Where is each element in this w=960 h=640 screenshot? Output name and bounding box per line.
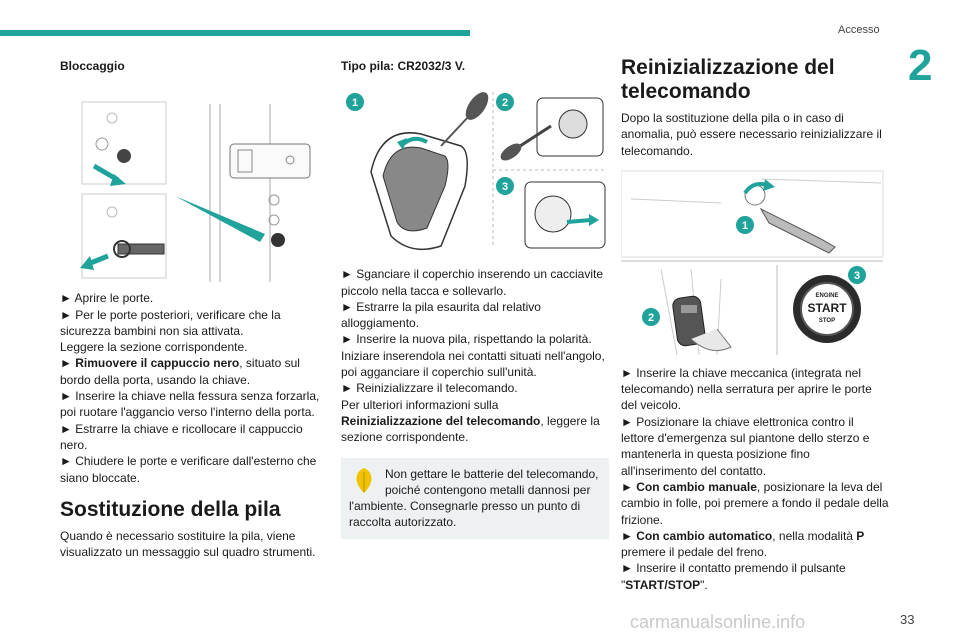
reinit-badge-3 <box>848 266 866 284</box>
battery-steps <box>341 266 609 445</box>
step-start-stop <box>621 560 889 593</box>
step-read-section: Leggere la sezione corrispondente. <box>60 340 248 355</box>
chapter-number: 2 <box>908 41 933 90</box>
step-remove-cap-rest: , situato sul bordo della porta, usando la chiave. <box>60 356 300 387</box>
reinit-illustration <box>621 169 889 357</box>
badge-3 <box>496 177 514 195</box>
reinit-badge-3-label: 3 <box>853 269 861 282</box>
door-lock-drawing <box>60 84 328 284</box>
reinit-badge-2 <box>642 308 660 326</box>
reinit-drawing <box>621 169 889 357</box>
step-close-doors: ► Chiudere le porte e verificare dall'esterno che siano bloccate. <box>60 454 317 485</box>
badge-3-label: 3 <box>501 181 509 194</box>
reinit-intro: Dopo la sostituzione della pila o in caso di anomalia, può essere necessario reinizializzare il telecomando. <box>621 111 882 158</box>
more-info-ref-rest: , leggere la sezione corrispondente. <box>341 413 600 445</box>
more-info-ref-bold: Reinizializzazione del telecomando <box>341 413 541 428</box>
section-header: Accesso <box>838 24 880 36</box>
step-remove-cap-bold: ► Rimuovere il cappuccio nero <box>60 356 240 371</box>
step-auto-bold: ► Con cambio automatico <box>621 528 773 543</box>
badge-2-label: 2 <box>501 97 509 110</box>
column-middle <box>341 56 609 539</box>
step-child-lock: ► Per le porte posteriori, verificare che la sicurezza bambini non sia attivata. <box>60 307 281 338</box>
start-button-stop: STOP <box>818 317 836 324</box>
battery-replacement-title: Sostituzione della pila <box>60 497 281 521</box>
battery-replacement-text: Quando è necessario sostituire la pila, viene visualizzato un messaggio sul quadro strumenti. <box>60 528 316 560</box>
locking-heading: Bloccaggio <box>60 59 125 73</box>
remote-battery-drawing <box>341 86 609 256</box>
step-replace-cap: ► Estrarre la chiave e ricollocare il cappuccio nero. <box>60 421 303 452</box>
reinit-badge-2-label: 2 <box>647 311 655 324</box>
step-insert-battery: ► Inserire la nuova pila, rispettando la polarità. Iniziare inserendola nei contatti situati nell'angolo, poi agganciare il coperchio sull'unità. <box>341 332 605 380</box>
step-remove-cap <box>60 355 328 388</box>
step-manual-bold: ► Con cambio manuale <box>621 479 757 494</box>
step-manual-rest: , posizionare la leva del cambio in folle, poi premere a fondo il pedale della frizione. <box>621 479 889 527</box>
step-remove-battery: ► Estrarre la pila esaurita dal relativo alloggiamento. <box>341 299 541 331</box>
start-stop-button-drawing <box>793 275 861 343</box>
step-start-prefix: ► Inserire il contatto premendo il pulsante " <box>621 561 846 592</box>
reinit-title: Reinizializzazione del telecomando <box>621 56 835 103</box>
step-start-bold: START/STOP <box>625 577 701 592</box>
step-position-key: ► Posizionare la chiave elettronica contro il lettore d'emergenza sul piantone dello sterzo e mantenerla in questa posizione fino all'inserimento del contatto. <box>621 414 870 478</box>
column-left <box>60 56 328 560</box>
step-unclip-cover: ► Sganciare il coperchio inserendo un cacciavite piccolo nella tacca e sollevarlo. <box>341 267 604 298</box>
reinit-badge-1-label: 1 <box>741 219 749 232</box>
step-auto-p: P <box>856 528 865 543</box>
reinit-steps <box>621 365 889 593</box>
badge-2 <box>496 93 514 111</box>
start-button-engine: ENGINE <box>815 292 839 299</box>
door-lock-illustration <box>60 84 328 284</box>
badge-1-label: 1 <box>351 97 359 110</box>
locking-steps <box>60 290 328 486</box>
start-button-start: START <box>807 300 847 315</box>
step-auto-mid: , nella modalità <box>772 528 857 543</box>
step-reinit-remote: ► Reinizializzare il telecomando. <box>341 381 518 396</box>
step-automatic-gearbox <box>621 528 889 561</box>
step-start-suffix: ". <box>700 577 708 592</box>
step-mechanical-key: ► Inserire la chiave meccanica (integrata nel telecomando) nella serratura per aprire le porte del veicolo. <box>621 365 872 413</box>
step-manual-gearbox <box>621 479 889 528</box>
header-accent-bar <box>0 30 470 36</box>
page-number: 33 <box>900 612 915 627</box>
column-right <box>621 56 889 593</box>
environment-note <box>341 458 609 539</box>
step-open-doors: ► Aprire le porte. <box>60 291 154 306</box>
recycle-leaf-icon <box>349 466 379 496</box>
battery-replacement-illustration <box>341 86 609 256</box>
reinit-badge-1 <box>736 216 754 234</box>
environment-note-text: Non gettare le batterie del telecomando, poiché contengono metalli dannosi per l'ambiente. Consegnarle presso un punto di raccolta autorizzato. <box>349 466 599 530</box>
watermark: carmanualsonline.info <box>630 612 806 632</box>
step-insert-key: ► Inserire la chiave nella fessura senza forzarla, poi ruotare l'aggancio verso l'interno della porta. <box>60 389 320 420</box>
more-info-line: Per ulteriori informazioni sulla <box>341 397 499 412</box>
badge-1 <box>346 93 364 111</box>
more-info-ref <box>341 413 609 446</box>
battery-type-heading: Tipo pila: CR2032/3 V. <box>341 59 466 73</box>
step-auto-rest: premere il pedale del freno. <box>621 545 768 560</box>
